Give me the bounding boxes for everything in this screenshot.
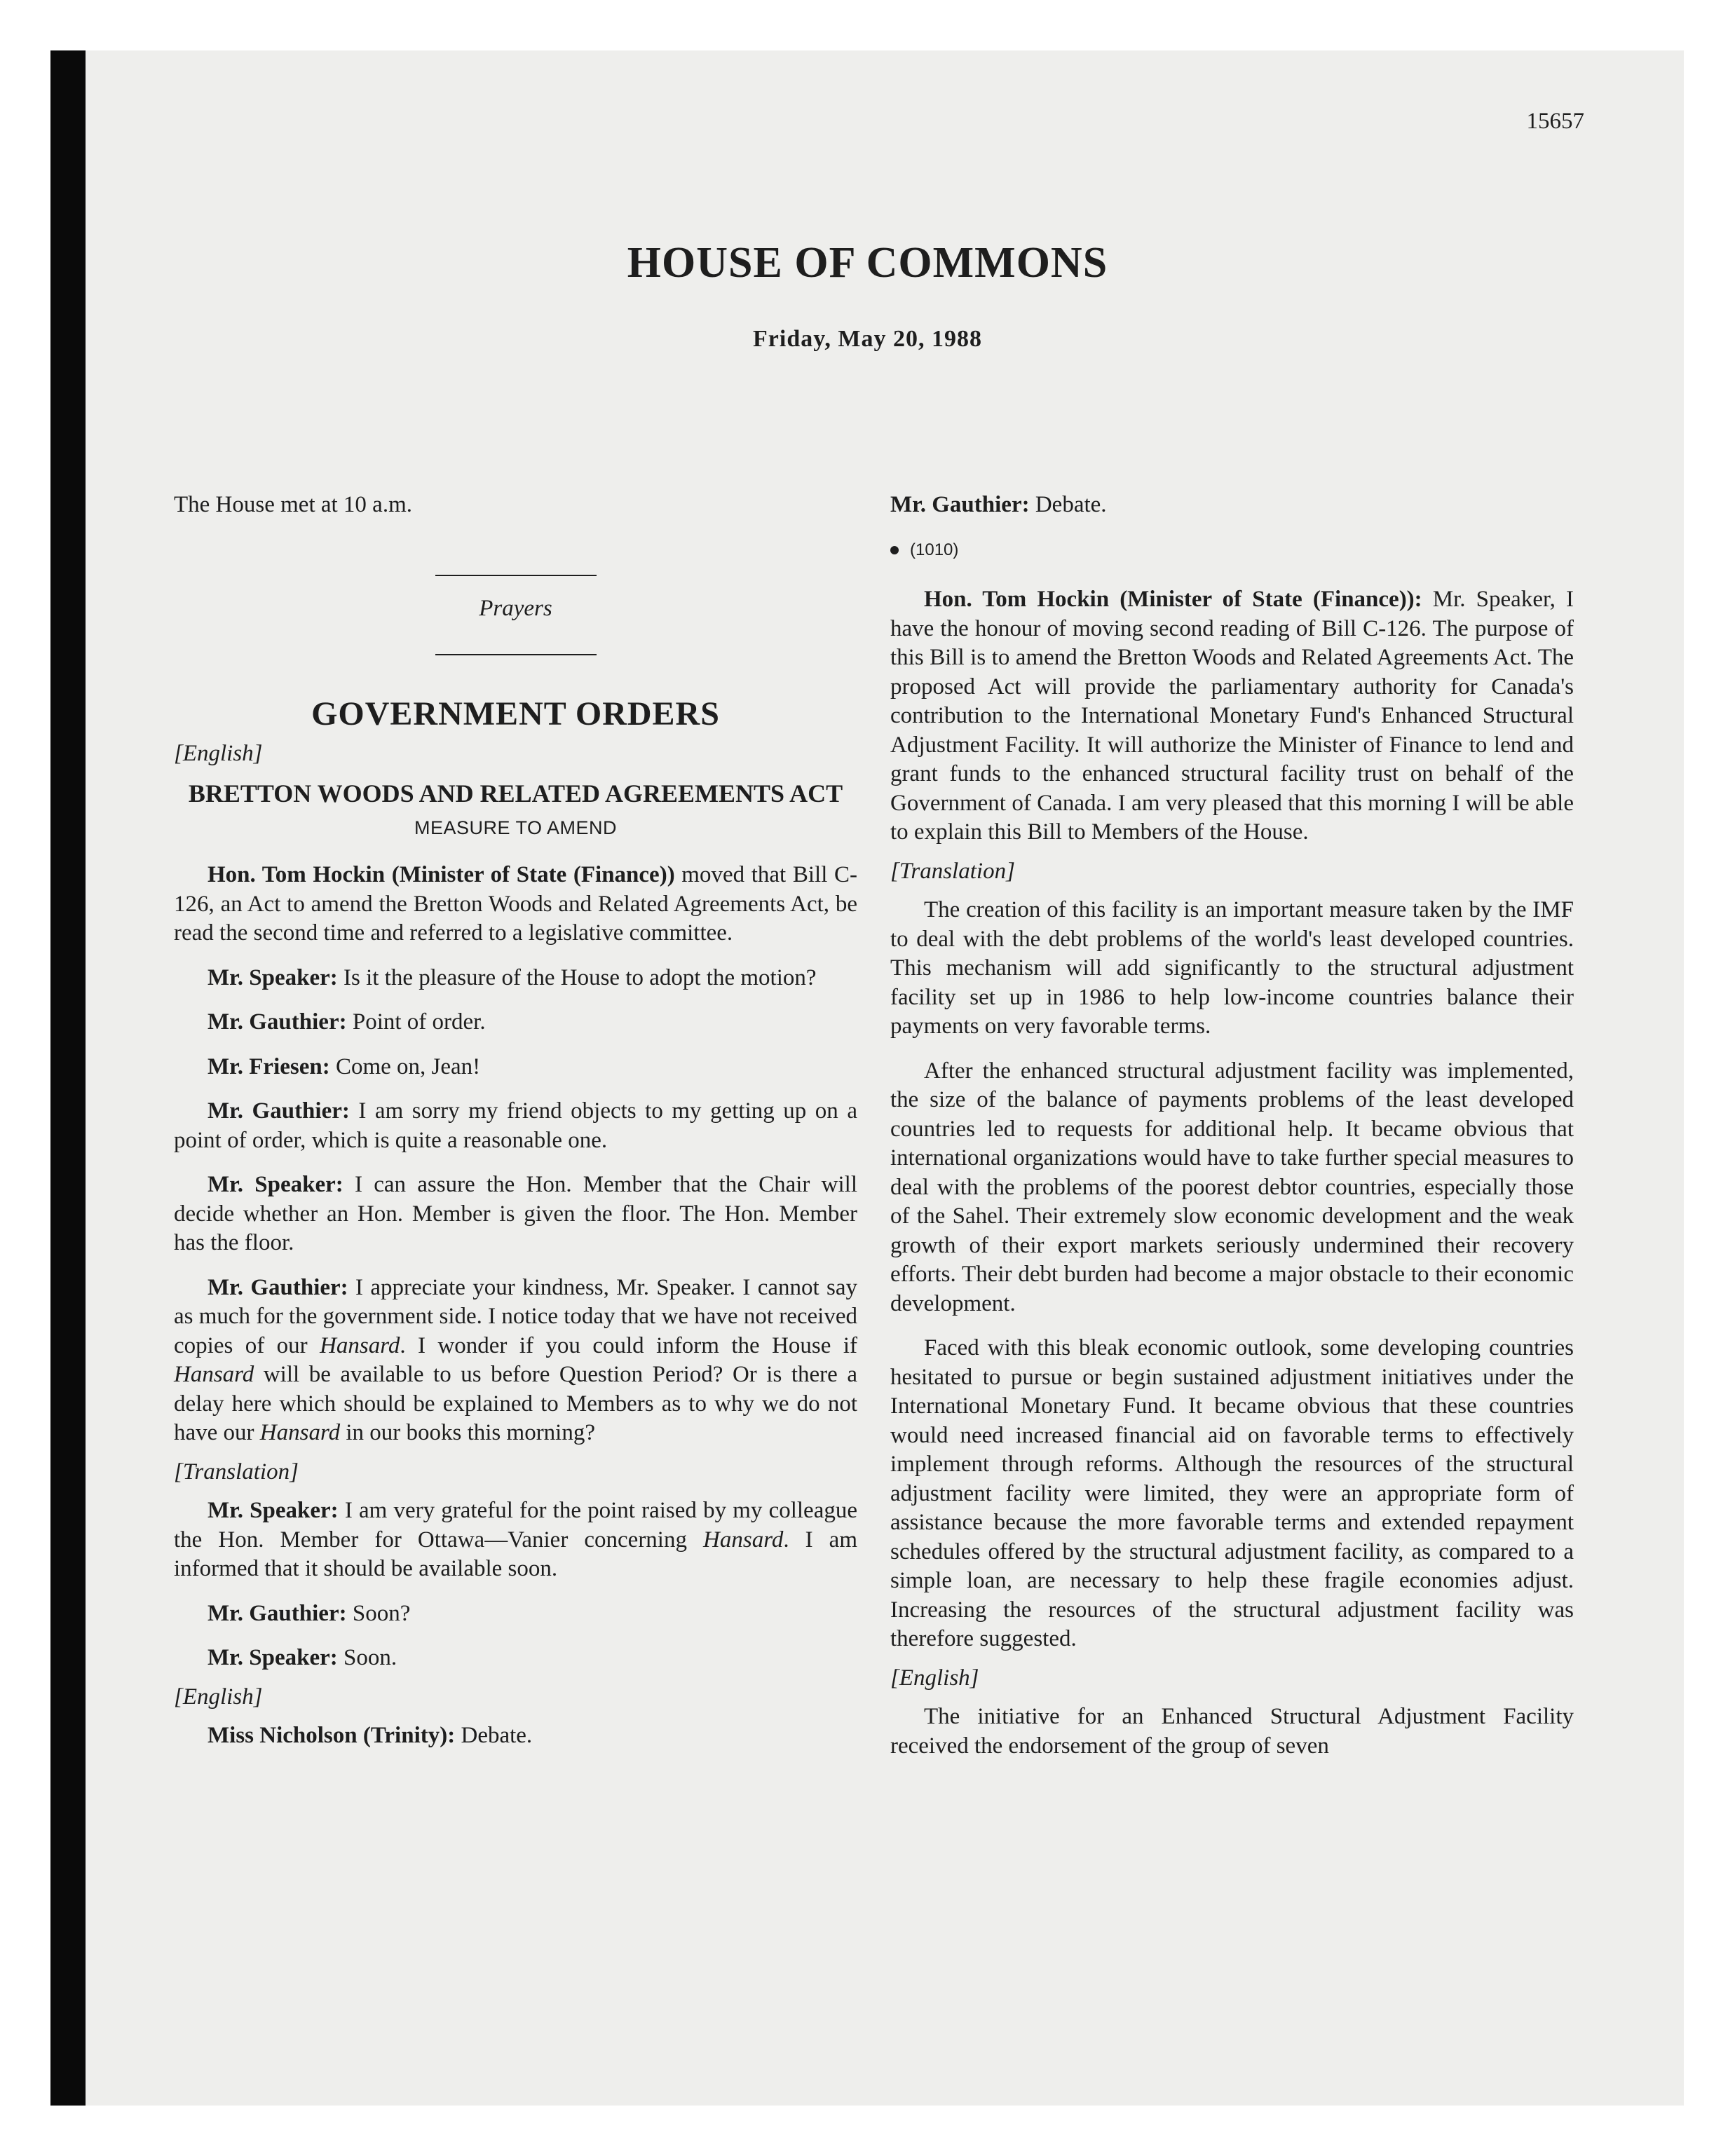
page-number: 15657 [1526, 109, 1584, 134]
speaker-name: Hon. Tom Hockin (Minister of State (Finance)): [924, 587, 1422, 612]
speech-paragraph: The initiative for an Enhanced Structural Adjustment Facility received the endorsement of the group of seven [890, 1704, 1574, 1759]
divider-rule [435, 654, 597, 655]
language-marker: [Translation] [174, 1459, 299, 1485]
speaker-name: Mr. Gauthier: [890, 492, 1030, 517]
left-column [174, 491, 857, 1766]
speech-paragraph: After the enhanced structural adjustment facility was implemented, the size of the balance of payments problems of the least developed countries led to requests for additional help. It became obvious that international organizations would have to take further special measures to deal with the problems of the poorest debtor countries, especially those of the Sahel. Their extremely slow economic development and the weak growth of their export markets seriously undermined their recovery efforts. Their debt burden had become a major obstacle to their economic development. [890, 1058, 1574, 1316]
right-column [890, 491, 1574, 1776]
speech-paragraph: Mr. Speaker: I can assure the Hon. Member that the Chair will decide whether an Hon. Member is given the floor. The Hon. Member has the floor. [174, 1172, 857, 1255]
bill-title: BRETTON WOODS AND RELATED AGREEMENTS ACT [188, 779, 843, 807]
binding-edge [50, 50, 86, 2106]
language-marker: [Translation] [890, 858, 1015, 884]
speech-paragraph: Mr. Gauthier: I appreciate your kindness, Mr. Speaker. I cannot say as much for the government side. I notice today that we have not received copies of our Hansard. I wonder if you could inform the House if Hansard will be available to us before Question Period? Or is there a delay here which should be explained to Members as to why we do not have our Hansard in our books this morning? [174, 1274, 857, 1445]
opening-line: The House met at 10 a.m. [174, 492, 412, 517]
prayers-heading: Prayers [479, 595, 552, 621]
speech-paragraph: Hon. Tom Hockin (Minister of State (Finance)): Mr. Speaker, I have the honour of moving second reading of Bill C-126. The purpose of this Bill is to amend the Bretton Woods and Related Agreements Act. The proposed Act will provide the parliamentary authority for Canada's contribution to the International Monetary Fund's Enhanced Structural Adjustment Facility. It will authorize the Minister of Finance to lend and grant funds to the enhanced structural facility trust on behalf of the Government of Canada. I am very pleased that this morning I will be able to explain this Bill to Members of the House. [890, 587, 1574, 845]
speaker-name: Mr. Friesen: [207, 1053, 330, 1079]
speech-paragraph: Mr. Friesen: Come on, Jean! [207, 1053, 481, 1079]
speaker-name: Hon. Tom Hockin (Minister of State (Finance)) [207, 862, 675, 887]
speaker-name: Mr. Gauthier: [207, 1009, 347, 1035]
speech-paragraph: Mr. Speaker: Is it the pleasure of the House to adopt the motion? [207, 964, 817, 990]
speaker-name: Mr. Gauthier: [207, 1274, 348, 1300]
language-marker: [English] [174, 1684, 263, 1710]
speech-paragraph: Mr. Gauthier: I am sorry my friend objects to my getting up on a point of order, which is quite a reasonable one. [174, 1098, 857, 1153]
bill-subtitle: MEASURE TO AMEND [414, 817, 618, 838]
speaker-name: Mr. Speaker: [207, 1498, 339, 1523]
speech-paragraph: Mr. Speaker: Soon. [207, 1645, 397, 1670]
speaker-name: Miss Nicholson (Trinity): [207, 1723, 456, 1748]
time-marker: (1010) [890, 535, 1574, 565]
speaker-name: Mr. Gauthier: [207, 1600, 347, 1626]
speaker-name: Mr. Speaker: [207, 1645, 338, 1670]
speech-paragraph: Mr. Gauthier: Debate. [890, 492, 1107, 517]
page-title: HOUSE OF COMMONS [627, 239, 1108, 287]
speaker-name: Mr. Speaker: [207, 964, 338, 990]
speech-paragraph: Miss Nicholson (Trinity): Debate. [207, 1723, 533, 1748]
speech-paragraph: Mr. Gauthier: Soon? [207, 1600, 411, 1626]
speaker-name: Mr. Gauthier: [207, 1098, 350, 1124]
language-marker: [English] [174, 741, 263, 766]
section-heading: GOVERNMENT ORDERS [311, 695, 720, 732]
bullet-icon [890, 546, 899, 554]
language-marker: [English] [890, 1665, 979, 1691]
divider-rule [435, 575, 597, 576]
speech-paragraph: Faced with this bleak economic outlook, some developing countries hesitated to pursue or begin sustained adjustment initiatives under the International Monetary Fund. It became obvious that these countries would need increased financial aid on favorable terms to effectively implement through reforms. Although the resources of the structural adjustment facility were limited, they were an appropriate form of assistance because the more favorable terms and extended repayment schedules offered by the structural adjustment facility, as compared to a simple loan, are necessary to help these fragile economies adjust. Increasing the resources of the structural adjustment facility was therefore suggested. [890, 1335, 1574, 1651]
speech-paragraph: The creation of this facility is an important measure taken by the IMF to deal with the debt problems of the world's least developed countries. This mechanism will add significantly to the structural adjustment facility set up in 1986 to help low-income countries balance their payments on very favorable terms. [890, 897, 1574, 1039]
speaker-name: Mr. Speaker: [207, 1172, 343, 1197]
sitting-date: Friday, May 20, 1988 [753, 326, 982, 352]
speech-paragraph: Mr. Speaker: I am very grateful for the point raised by my colleague the Hon. Member for Ottawa—Vanier concerning Hansard. I am informed that it should be available soon. [174, 1498, 857, 1581]
speech-paragraph: Mr. Gauthier: Point of order. [207, 1009, 486, 1035]
speech-paragraph: Hon. Tom Hockin (Minister of State (Finance)) moved that Bill C-126, an Act to amend the Bretton Woods and Related Agreements Act, be read the second time and referred to a legislative committee. [174, 862, 857, 946]
